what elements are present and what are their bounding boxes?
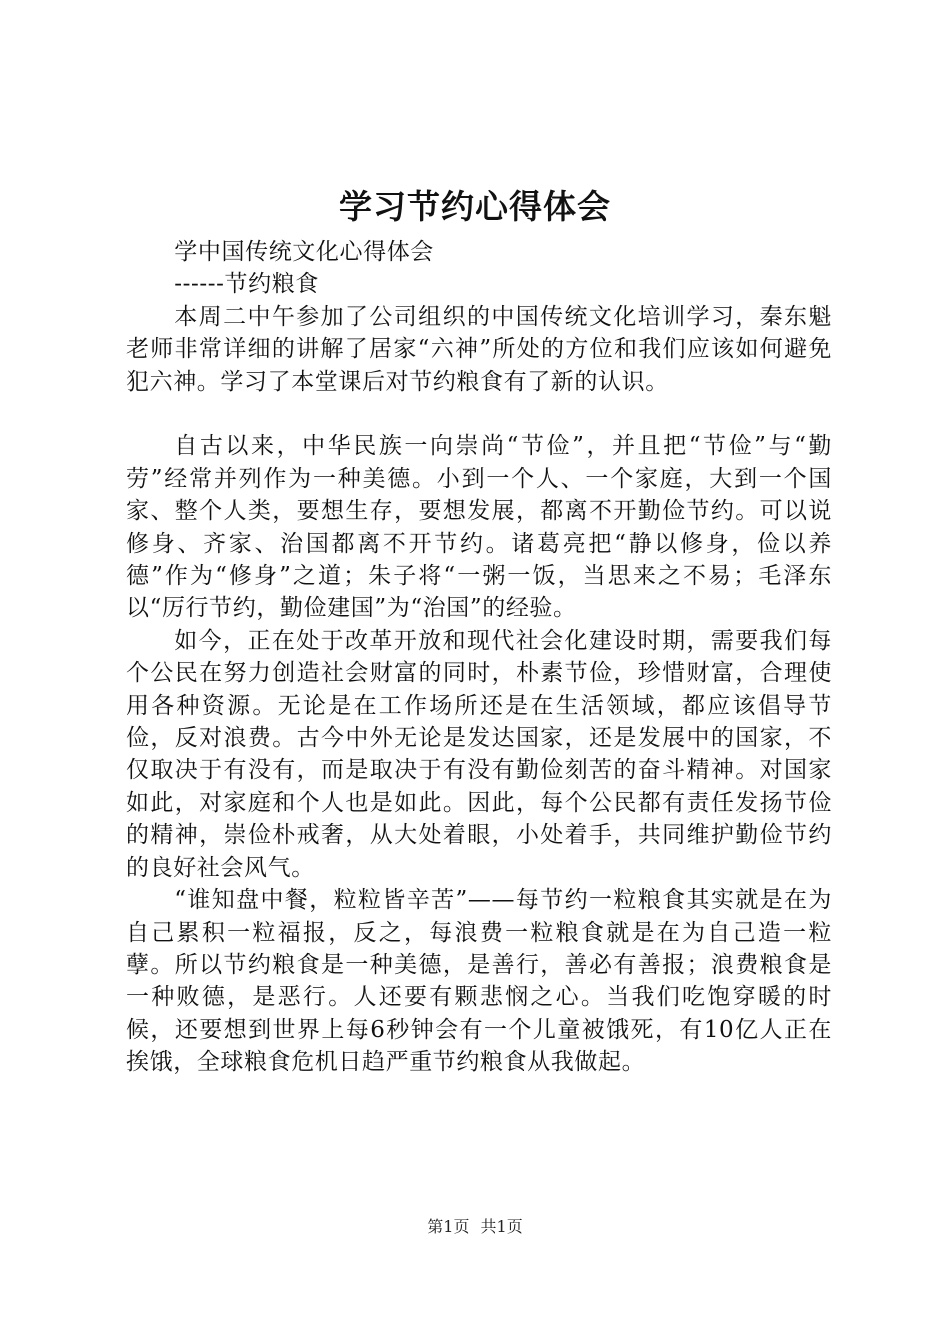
- document-subtitle: 学中国传统文化心得体会: [174, 239, 434, 265]
- page-number: 第1页: [427, 1217, 470, 1236]
- paragraph-2: 自古以来，中华民族一向崇尚“节俭”，并且把“节俭”与“勤劳”经常并列作为一种美德。小到一个人、一个家庭，大到一个国家、整个人类，要想生存，要想发展，都离不开勤俭节约。可以说修身、齐家、治国都离不开节约。诸葛亮把“静以修身，俭以养德”作为“修身”之道；朱子将“一粥一饭，当思来之不易；毛泽东以“厉行节约，勤俭建国”为“治国”的经验。: [126, 433, 832, 622]
- page-footer: [0, 1216, 950, 1238]
- paragraph-4: “谁知盘中餐，粒粒皆辛苦”——每节约一粒粮食其实就是在为自己累积一粒福报，反之，每浪费一粒粮食就是在为自己造一粒孽。所以节约粮食是一种美德，是善行，善必有善报；浪费粮食是一种败德，是恶行。人还要有颗悲悯之心。当我们吃饱穿暖的时候，还要想到世界上每6秒钟会有一个儿童被饿死，有10亿人正在挨饿，全球粮食危机日趋严重节约粮食从我做起。: [126, 887, 832, 1076]
- document-title: 学习节约心得体会: [339, 187, 611, 226]
- document-subheading: ------节约粮食: [174, 271, 319, 298]
- paragraph-spacer: [126, 398, 832, 430]
- paragraph-3: 如今，正在处于改革开放和现代社会化建设时期，需要我们每个公民在努力创造社会财富的同时，朴素节俭，珍惜财富，合理使用各种资源。无论是在工作场所还是在生活领域，都应该倡导节俭，反对浪费。古今中外无论是发达国家，还是发展中的国家，不仅取决于有没有，而是取决于有没有勤俭刻苦的奋斗精神。对国家如此，对家庭和个人也是如此。因此，每个公民都有责任发扬节俭的精神，崇俭朴戒奢，从大处着眼，小处着手，共同维护勤俭节约的良好社会风气。: [126, 627, 832, 881]
- paragraph-1: 本周二中午参加了公司组织的中国传统文化培训学习，秦东魁老师非常详细的讲解了居家“六神”所处的方位和我们应该如何避免犯六神。学习了本堂课后对节约粮食有了新的认识。: [126, 303, 832, 395]
- page-total: 共1页: [480, 1217, 523, 1236]
- document-body: [126, 236, 832, 1079]
